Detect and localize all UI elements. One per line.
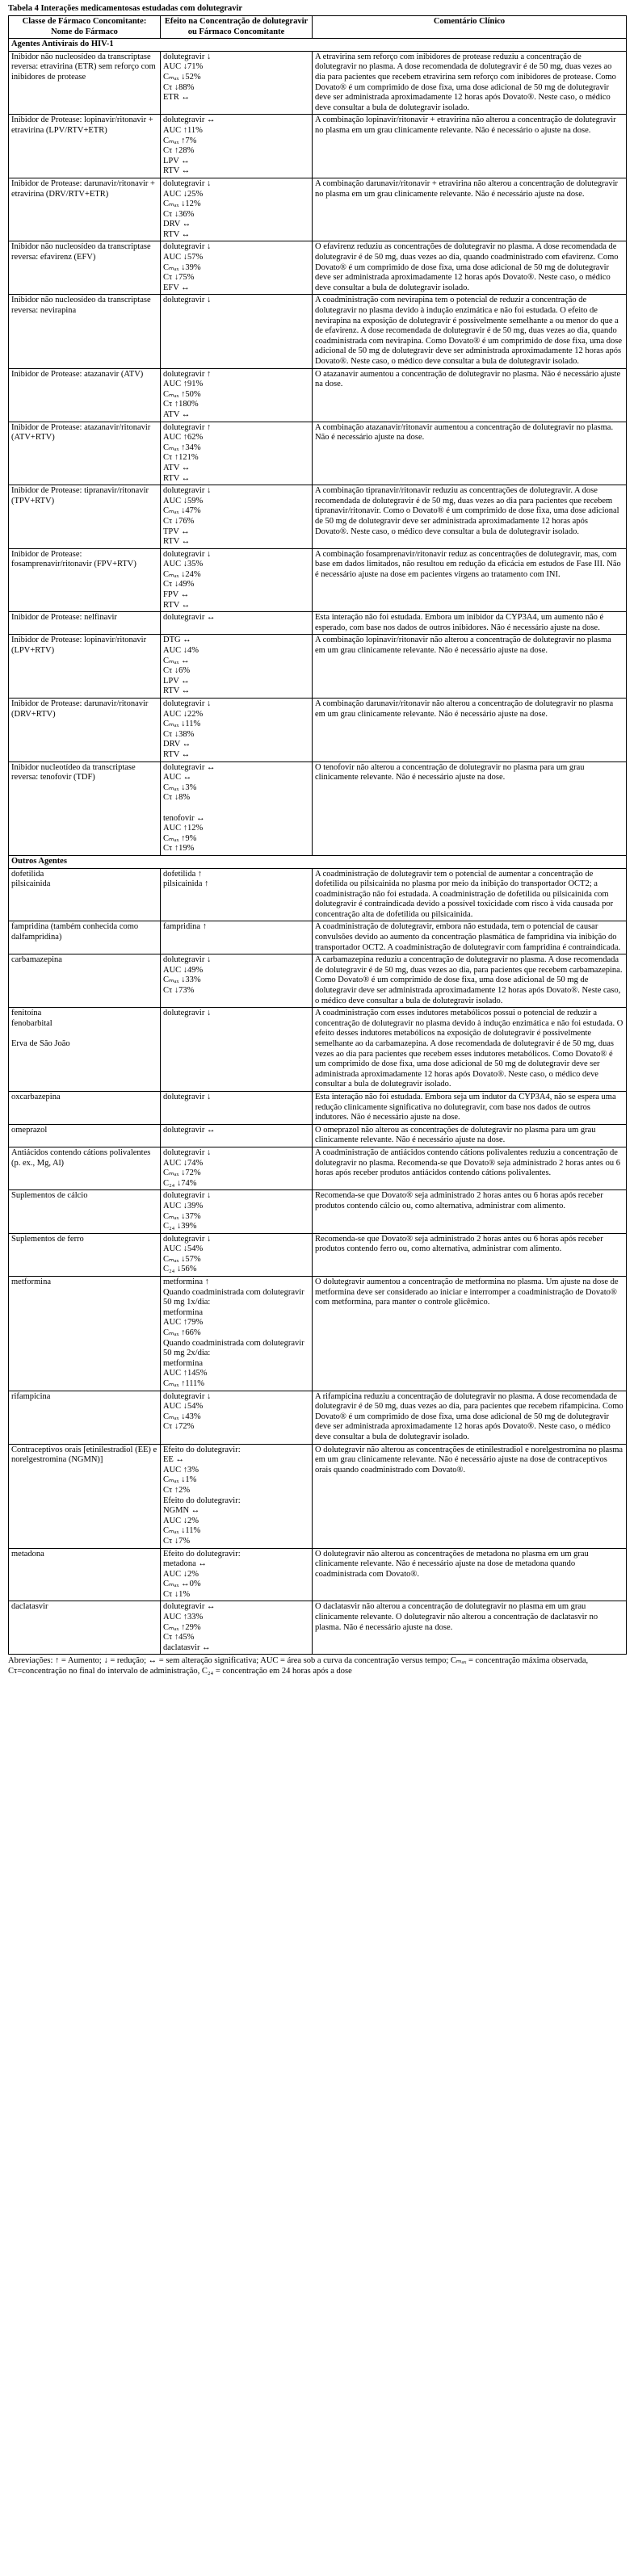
effect-cell: dolutegravir ↔ AUC ↑33% Cₘₐₓ ↑29% Cτ ↑45% daclatasvir ↔ [161,1601,313,1655]
table-row [9,485,627,549]
table-row [9,368,627,422]
comment-cell: A combinação fosamprenavir/ritonavir reduz as concentrações de dolutegravir, mas, com base em dados limitados, não resultou em redução da eficácia em estudos de Fase III. Não é necessário ajuste na dose em pacientes virgens ao tratamento com INI. [313,548,627,612]
effect-cell: metformina ↑ Quando coadministrada com dolutegravir 50 mg 1x/dia: metformina AUC ↑79% Cₘₐₓ ↑66% Quando coadministrada com dolutegravir 50 mg 2x/dia: metformina AUC ↑145% Cₘₐₓ ↑111% [161,1277,313,1391]
table-row [9,699,627,762]
footnote: Abreviações: ↑ = Aumento; ↓ = redução; ↔ = sem alteração significativa; AUC = área sob a curva da concentração versus tempo; Cₘₐₓ = concentração máxima observada, Cτ=concentração no final do intervalo de administração, C₂₄ = concentração em 24 horas após a dose [8,1656,589,1676]
table-row [9,241,627,295]
header-drug-class: Classe de Fármaco Concomitante: Nome do Fármaco [9,16,161,39]
table-row [9,635,627,699]
comment-cell: A rifampicina reduziu a concentração de dolutegravir no plasma. A dose recomendada de dolutegravir é de 50 mg, duas vezes ao dia, para pacientes que recebem rifampicina. Como Dovato® é um comprimido de dose fixa, uma dose adicional de 50 mg de dolutegravir deve ser administrada aproximadamente 12 horas após Dovato®. Neste caso, o médico deve consultar a bula de dolutegravir isolado. [313,1391,627,1444]
comment-cell: A combinação tipranavir/ritonavir reduziu as concentrações de dolutegravir. A dose recomendada de dolutegravir é de 50 mg, duas vezes ao dia para pacientes que recebem tipranavir/ritonavir. Como o Dovato® é um comprimido de dose fixa, uma dose adicional de 50 mg de dolutegravir deve ser administrada aproximadamente 12 horas após Dovato®. Neste caso, o médico deve consultar a bula de dolutegravir isolado. [313,485,627,549]
drug-cell: Suplementos de ferro [9,1233,161,1276]
comment-cell: A coadministração com nevirapina tem o potencial de reduzir a concentração de dolutegravir no plasma devido à indução enzimática e não foi estudada. O efeito de nevirapina na exposição de dolutegravir é possivelmente semelhante a ou menor do que a de efavirenz. A dose recomendada de dolutegravir é de 50 mg, duas vezes ao dia, quando coadministrada com nevirapina. Como Dovato® é um comprimido de dose fixa, uma dose adicional de 50 mg de dolutegravir deve ser administrada aproximadamente 12 horas após Dovato®. Neste caso, o médico deve consultar a bula de dolutegravir isolado. [313,295,627,368]
table-row [9,51,627,115]
comment-cell: O dolutegravir não alterou as concentrações de etinilestradiol e norelgestromina no plasma em um grau clinicamente relevante. Não é necessário ajuste na dose de contraceptivos orais quando coadministrado com Dovato®. [313,1444,627,1548]
table-caption: Tabela 4 Interações medicamentosas estudadas com dolutegravir [8,4,243,13]
drug-cell: Inibidor não nucleosídeo da transcriptase reversa: efavirenz (EFV) [9,241,161,295]
comment-cell: A coadministração de dolutegravir, embora não estudada, tem o potencial de causar convulsões devido ao aumento da concentração plasmática de fampridina via inibição do transportador OCT2. A coadministração de dolutegravir com fampridina é contraindicada. [313,921,627,954]
drug-cell: Inibidor não nucleosídeo da transcriptase reversa: etravirina (ETR) sem reforço com inibidores de protease [9,51,161,115]
effect-cell: dolutegravir ↓ AUC ↓39% Cₘₐₓ ↓37% C₂₄ ↓39% [161,1190,313,1233]
effect-cell: Efeito do dolutegravir: EE ↔ AUC ↑3% Cₘₐₓ ↓1% Cτ ↑2% Efeito do dolutegravir: NGMN ↔ AUC ↓2% Cₘₐₓ ↓11% Cτ ↓7% [161,1444,313,1548]
table-row [9,612,627,635]
effect-cell: dolutegravir ↔ [161,1124,313,1147]
table-row [9,1601,627,1655]
effect-cell: dolutegravir ↓ AUC ↓49% Cₘₐₓ ↓33% Cτ ↓73% [161,954,313,1008]
comment-cell: O efavirenz reduziu as concentrações de dolutegravir no plasma. A dose recomendada de dolutegravir é de 50 mg, duas vezes ao dia, quando coadministrado com efavirenz. Como Dovato® é um comprimido de dose fixa, uma dose adicional de 50 mg de dolutegravir deve ser administrada aproximadamente 12 horas após Dovato®. Neste caso, o médico deve consultar a bula de dolutegravir isolado. [313,241,627,295]
table-row [9,1091,627,1124]
header-comment: Comentário Clínico [313,16,627,39]
effect-cell: dolutegravir ↑ AUC ↑62% Cₘₐₓ ↑34% Cτ ↑121% ATV ↔ RTV ↔ [161,422,313,485]
interactions-table [8,15,627,1655]
table-row [9,954,627,1008]
table-row [9,868,627,921]
effect-cell: dofetilida ↑ pilsicainida ↑ [161,868,313,921]
effect-cell: dolutegravir ↑ AUC ↑91% Cₘₐₓ ↑50% Cτ ↑180% ATV ↔ [161,368,313,422]
section-row [9,855,627,868]
effect-cell: dolutegravir ↓ AUC ↓54% Cₘₐₓ ↓43% Cτ ↓72% [161,1391,313,1444]
comment-cell: O omeprazol não alterou as concentrações de dolutegravir no plasma para um grau clinicamente relevante. Não é necessário ajuste na dose. [313,1124,627,1147]
table-header-row [9,16,627,39]
drug-cell: fenitoína fenobarbital Erva de São João [9,1008,161,1092]
drug-cell: Inibidor de Protease: fosamprenavir/ritonavir (FPV+RTV) [9,548,161,612]
comment-cell: A combinação lopinavir/ritonavir + etravirina não alterou a concentração de dolutegravir no plasma em um grau clinicamente relevante. Não é necessário o ajuste na dose. [313,115,627,178]
drug-cell: metadona [9,1548,161,1601]
comment-cell: O tenofovir não alterou a concentração de dolutegravir no plasma para um grau clinicamente relevante. Não é necessário ajuste na dose. [313,761,627,855]
comment-cell: Esta interação não foi estudada. Embora um inibidor da CYP3A4, um aumento não é esperado, com base nos dados de outros inibidores. Não é necessário ajuste na dose. [313,612,627,635]
effect-cell: dolutegravir ↓ AUC ↓59% Cₘₐₓ ↓47% Cτ ↓76% TPV ↔ RTV ↔ [161,485,313,549]
effect-cell: dolutegravir ↓ [161,1091,313,1124]
section-row [9,39,627,52]
effect-cell: fampridina ↑ [161,921,313,954]
drug-cell: Inibidor de Protease: darunavir/ritonavir + etravirina (DRV/RTV+ETR) [9,178,161,241]
drug-cell: rifampicina [9,1391,161,1444]
comment-cell: A combinação lopinavir/ritonavir não alterou a concentração de dolutegravir no plasma em um grau clinicamente relevante. Não é necessário ajuste na dose. [313,635,627,699]
comment-cell: A coadministração de antiácidos contendo cátions polivalentes reduziu a concentração de dolutegravir no plasma. Recomenda-se que Dovato® seja administrado 2 horas antes ou 6 horas após receber produtos antiácidos contendo cátions polivalentes. [313,1147,627,1189]
header-effect: Efeito na Concentração de dolutegravir ou Fármaco Concomitante [161,16,313,39]
comment-cell: A combinação darunavir/ritonavir não alterou a concentração de dolutegravir no plasma em um grau clinicamente relevante. Não é necessário ajuste na dose. [313,699,627,762]
drug-cell: Inibidor de Protease: atazanavir (ATV) [9,368,161,422]
comment-cell: A coadministração de dolutegravir tem o potencial de aumentar a concentração de dofetilida ou pilsicainida no plasma por meio da inibição do transportador OCT2; a coadministração não foi estudada. A coadministração de dofetilida ou pilsicainida com dolutegravir é contraindicada devido a possível toxicidade com risco à vida causada por concentração alta de dofetilida ou pilsicainida. [313,868,627,921]
effect-cell: dolutegravir ↔ AUC ↔ Cₘₐₓ ↓3% Cτ ↓8% tenofovir ↔ AUC ↑12% Cₘₐₓ ↑9% Cτ ↑19% [161,761,313,855]
table-row [9,1233,627,1276]
effect-cell: dolutegravir ↔ AUC ↑11% Cₘₐₓ ↑7% Cτ ↑28% LPV ↔ RTV ↔ [161,115,313,178]
section-title: Outros Agentes [9,855,627,868]
comment-cell: A combinação atazanavir/ritonavir aumentou a concentração de dolutegravir no plasma. Não é necessário ajuste na dose. [313,422,627,485]
drug-cell: Inibidor de Protease: lopinavir/ritonavir (LPV+RTV) [9,635,161,699]
table-row [9,1391,627,1444]
effect-cell: dolutegravir ↔ [161,612,313,635]
table-row [9,178,627,241]
comment-cell: Esta interação não foi estudada. Embora seja um indutor da CYP3A4, não se espera uma redução clinicamente significativa no dolutegravir, com base nos dados de outros indutores. Não é necessário ajuste na dose. [313,1091,627,1124]
table-row [9,548,627,612]
table-row [9,921,627,954]
drug-cell: Inibidor não nucleosídeo da transcriptase reversa: nevirapina [9,295,161,368]
drug-cell: fampridina (também conhecida como dalfampridina) [9,921,161,954]
effect-cell: DTG ↔ AUC ↓4% Cₘₐₓ ↔ Cτ ↓6% LPV ↔ RTV ↔ [161,635,313,699]
drug-cell: Inibidor de Protease: atazanavir/ritonavir (ATV+RTV) [9,422,161,485]
drug-cell: Inibidor de Protease: darunavir/ritonavir (DRV+RTV) [9,699,161,762]
table-row [9,761,627,855]
table-row [9,422,627,485]
drug-cell: Suplementos de cálcio [9,1190,161,1233]
effect-cell: dolutegravir ↓ AUC ↓74% Cₘₐₓ ↓72% C₂₄ ↓74% [161,1147,313,1189]
table-row [9,115,627,178]
table-row [9,295,627,368]
drug-cell: Inibidor de Protease: lopinavir/ritonavir + etravirina (LPV/RTV+ETR) [9,115,161,178]
comment-cell: A carbamazepina reduziu a concentração de dolutegravir no plasma. A dose recomendada de dolutegravir é de 50 mg, duas vezes ao dia, para pacientes que recebem carbamazepina. Como Dovato® é um comprimido de dose fixa, uma dose adicional de 50 mg de dolutegravir deve ser administrada aproximadamente 12 horas após Dovato®. Neste caso, o médico deve consultar a bula de dolutegravir isolado. [313,954,627,1008]
table-row [9,1548,627,1601]
comment-cell: Recomenda-se que Dovato® seja administrado 2 horas antes ou 6 horas após receber produtos contendo cálcio ou, como alternativa, administrar com alimento. [313,1190,627,1233]
drug-cell: Inibidor de Protease: nelfinavir [9,612,161,635]
drug-cell: oxcarbazepina [9,1091,161,1124]
effect-cell: dolutegravir ↓ [161,295,313,368]
effect-cell: Efeito do dolutegravir: metadona ↔ AUC ↓2% Cₘₐₓ ↔0% Cτ ↓1% [161,1548,313,1601]
comment-cell: O dolutegravir não alterou as concentrações de metadona no plasma em um grau clinicamente relevante. Não é necessário ajuste na dose de metadona quando coadministrada com Dovato®. [313,1548,627,1601]
effect-cell: dolutegravir ↓ AUC ↓54% Cₘₐₓ ↓57% C₂₄ ↓56% [161,1233,313,1276]
drug-cell: Contraceptivos orais [etinilestradiol (EE) e norelgestromina (NGMN)] [9,1444,161,1548]
table-row [9,1124,627,1147]
effect-cell: dolutegravir ↓ AUC ↓25% Cₘₐₓ ↓12% Cτ ↓36% DRV ↔ RTV ↔ [161,178,313,241]
comment-cell: Recomenda-se que Dovato® seja administrado 2 horas antes ou 6 horas após receber produtos contendo ferro ou, como alternativa, administrar com alimento. [313,1233,627,1276]
drug-cell: dofetilida pilsicainida [9,868,161,921]
effect-cell: dolutegravir ↓ AUC ↓71% Cₘₐₓ ↓52% Cτ ↓88% ETR ↔ [161,51,313,115]
table-row [9,1444,627,1548]
drug-cell: omeprazol [9,1124,161,1147]
effect-cell: dolutegravir ↓ AUC ↓35% Cₘₐₓ ↓24% Cτ ↓49% FPV ↔ RTV ↔ [161,548,313,612]
effect-cell: dolutegravir ↓ AUC ↓22% Cₘₐₓ ↓11% Cτ ↓38% DRV ↔ RTV ↔ [161,699,313,762]
drug-cell: daclatasvir [9,1601,161,1655]
table-row [9,1008,627,1092]
comment-cell: A combinação darunavir/ritonavir + etravirina não alterou a concentração de dolutegravir no plasma em um grau clinicamente relevante. Não é necessário ajuste na dose. [313,178,627,241]
table-body [9,39,627,1655]
effect-cell: dolutegravir ↓ [161,1008,313,1092]
table-row [9,1147,627,1189]
comment-cell: O atazanavir aumentou a concentração de dolutegravir no plasma. Não é necessário ajuste na dose. [313,368,627,422]
table-row [9,1190,627,1233]
drug-cell: carbamazepina [9,954,161,1008]
comment-cell: O daclatasvir não alterou a concentração de dolutegravir no plasma em um grau clinicamente relevante. O dolutegravir não alterou a concentração de daclatasvir no plasma. Não é necessário ajuste na dose. [313,1601,627,1655]
drug-cell: metformina [9,1277,161,1391]
comment-cell: O dolutegravir aumentou a concentração de metformina no plasma. Um ajuste na dose de metformina deve ser considerado ao iniciar e interromper a coadministração de Dovato® com metformina, para manter o controle glicêmico. [313,1277,627,1391]
effect-cell: dolutegravir ↓ AUC ↓57% Cₘₐₓ ↓39% Cτ ↓75% EFV ↔ [161,241,313,295]
section-title: Agentes Antivirais do HIV-1 [9,39,627,52]
drug-cell: Antiácidos contendo cátions polivalentes (p. ex., Mg, Al) [9,1147,161,1189]
comment-cell: A etravirina sem reforço com inibidores de protease reduziu a concentração de dolutegravir no plasma. A dose recomendada de dolutegravir é de 50 mg, duas vezes ao dia para pacientes que recebem etravirina sem reforço com inibidores de protease. Como Dovato® é um comprimido de dose fixa, uma dose adicional de 50 mg de dolutegravir deve ser administrada aproximadamente 12 horas após Dovato®. Neste caso, o médico deve consultar a bula de dolutegravir isolado. [313,51,627,115]
drug-cell: Inibidor nucleotídeo da transcriptase reversa: tenofovir (TDF) [9,761,161,855]
comment-cell: A coadministração com esses indutores metabólicos possui o potencial de reduzir a concentração de dolutegravir no plasma devido à indução enzimática e não foi estudada. O efeito desses indutores metabólicos na exposição de dolutegravir é possivelmente semelhante ao da carbamazepina. A dose recomendada de dolutegravir é de 50 mg, duas vezes ao dia para pacientes que recebem esses indutores metabólicos. Como Dovato® é um comprimido de dose fixa, uma dose adicional de 50 mg de dolutegravir deve ser administrada aproximadamente 12 horas após Dovato®. Neste caso, o médico deve consultar a bula de dolutegravir isolado. [313,1008,627,1092]
drug-cell: Inibidor de Protease: tipranavir/ritonavir (TPV+RTV) [9,485,161,549]
table-row [9,1277,627,1391]
